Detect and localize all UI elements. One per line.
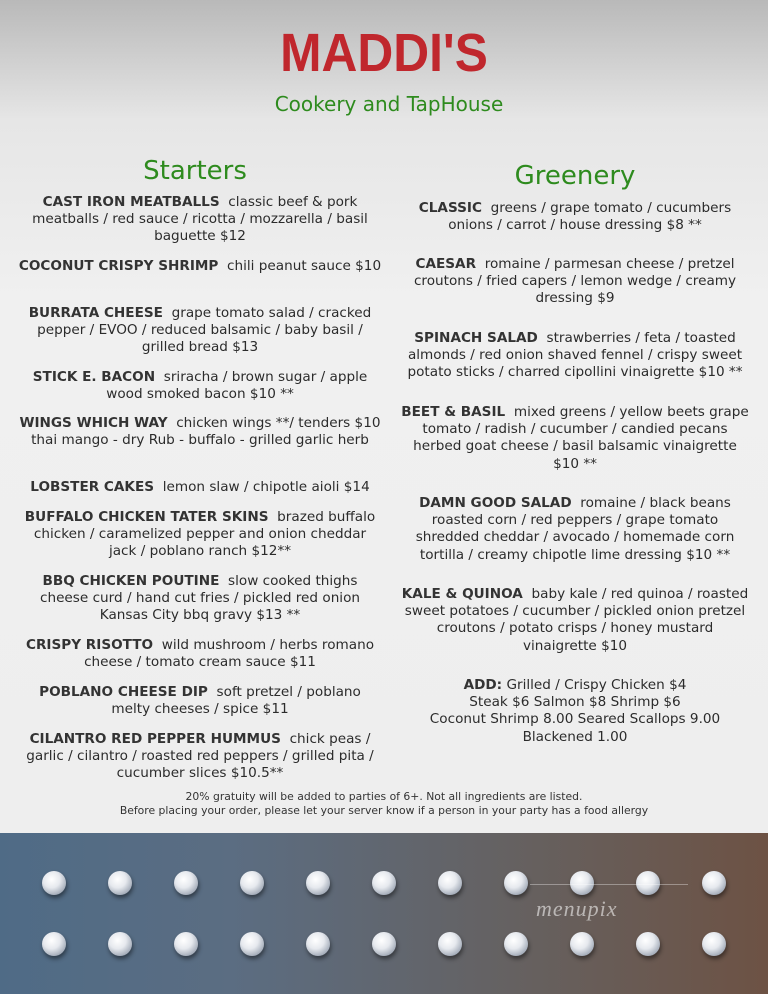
item-desc: baby kale / red quinoa / roasted sweet potatoes / cucumber / pickled onion pretzel croutons / potato crisps / honey mustard vinaigrette $10 xyxy=(404,586,749,654)
menu-item xyxy=(18,258,382,275)
menu-item xyxy=(18,194,382,246)
stud-dot xyxy=(174,871,198,895)
stud-dot xyxy=(702,871,726,895)
menu-item xyxy=(400,404,750,473)
item-desc: lemon slaw / chipotle aioli $14 xyxy=(162,479,370,495)
stud-dot xyxy=(372,932,396,956)
stud-dot xyxy=(570,932,594,956)
item-name: BURRATA CHEESE xyxy=(28,305,163,321)
restaurant-tagline: Cookery and TapHouse xyxy=(274,92,504,116)
add-ons xyxy=(400,677,750,746)
menu-item xyxy=(18,509,382,561)
stud-dot xyxy=(306,871,330,895)
item-name: LOBSTER CAKES xyxy=(30,479,155,495)
item-desc: sriracha / brown sugar / apple wood smoked bacon $10 ** xyxy=(106,369,368,403)
item-name: CLASSIC xyxy=(418,200,482,216)
menu-item xyxy=(18,573,382,625)
item-desc: grape tomato salad / cracked pepper / EVOO / reduced balsamic / baby basil / grilled bread $13 xyxy=(37,305,372,356)
item-name: SPINACH SALAD xyxy=(414,330,538,346)
item-name: BUFFALO CHICKEN TATER SKINS xyxy=(24,509,269,525)
stud-dot xyxy=(636,871,660,895)
menu-item xyxy=(18,637,382,671)
stud-dot xyxy=(504,871,528,895)
item-desc: soft pretzel / poblano melty cheeses / spice $11 xyxy=(111,684,361,718)
menu-item xyxy=(18,369,382,403)
menu-item xyxy=(400,330,750,382)
menu-item xyxy=(400,200,750,234)
add-line: Blackened 1.00 xyxy=(522,728,628,745)
menu-item xyxy=(400,256,750,308)
item-name: POBLANO CHEESE DIP xyxy=(39,684,208,700)
item-desc: romaine / parmesan cheese / pretzel croutons / fried capers / lemon wedge / creamy dressing $9 xyxy=(413,256,737,307)
item-name: CILANTRO RED PEPPER HUMMUS xyxy=(29,731,281,747)
decorative-band xyxy=(0,833,768,994)
menu-item xyxy=(18,415,382,449)
item-name: CRISPY RISOTTO xyxy=(25,637,154,653)
item-desc: mixed greens / yellow beets grape tomato / radish / cucumber / candied pecans herbed goat cheese / basil balsamic vinaigrette $10 ** xyxy=(413,404,749,472)
item-name: BBQ CHICKEN POUTINE xyxy=(42,573,220,589)
greenery-title: Greenery xyxy=(514,161,636,191)
item-desc: brazed buffalo chicken / caramelized pepper and onion cheddar jack / poblano ranch $12** xyxy=(33,509,376,560)
item-name: WINGS WHICH WAY xyxy=(19,415,168,431)
add-label: ADD: xyxy=(463,677,503,693)
stud-dot xyxy=(174,932,198,956)
item-desc: romaine / black beans roasted corn / red peppers / grape tomato shredded cheddar / avocado / homemade corn tortilla / creamy chipotle lime dressing $10 ** xyxy=(415,495,735,563)
stud-dot xyxy=(372,871,396,895)
stud-dot xyxy=(240,871,264,895)
add-line: Grilled / Crispy Chicken $4 xyxy=(506,677,687,693)
stud-dot xyxy=(42,871,66,895)
menu-item xyxy=(18,731,382,783)
item-desc: chili peanut sauce $10 xyxy=(227,258,382,274)
item-name: CAESAR xyxy=(415,256,477,272)
stud-dot xyxy=(570,871,594,895)
item-name: DAMN GOOD SALAD xyxy=(419,495,572,511)
item-name: STICK E. BACON xyxy=(32,369,156,385)
stud-dot xyxy=(108,871,132,895)
menu-item xyxy=(400,495,750,564)
item-name: KALE & QUINOA xyxy=(401,586,523,602)
item-name: COCONUT CRISPY SHRIMP xyxy=(18,258,219,274)
watermark-rule xyxy=(530,884,688,885)
stud-dot xyxy=(108,932,132,956)
starters-title: Starters xyxy=(143,156,247,186)
menu-item xyxy=(18,684,382,718)
watermark-logo: menupix xyxy=(536,896,618,921)
restaurant-name: MADDI'S xyxy=(280,23,488,83)
item-desc: strawberries / feta / toasted almonds / red onion shaved fennel / crispy sweet potato sticks / charred cipollini vinaigrette $10 ** xyxy=(407,330,743,381)
stud-dot xyxy=(438,932,462,956)
item-desc: wild mushroom / herbs romano cheese / tomato cream sauce $11 xyxy=(84,637,375,671)
stud-dot xyxy=(636,932,660,956)
stud-dot xyxy=(42,932,66,956)
menu-item xyxy=(18,479,382,496)
item-options: thai mango - dry Rub - buffalo - grilled garlic herb xyxy=(31,432,369,449)
stud-dot xyxy=(702,932,726,956)
item-name: CAST IRON MEATBALLS xyxy=(42,194,220,210)
stud-dot xyxy=(240,932,264,956)
starters-list xyxy=(18,0,382,833)
item-name: BEET & BASIL xyxy=(401,404,506,420)
allergy-note: Before placing your order, please let your server know if a person in your party has a food allergy xyxy=(119,804,649,817)
item-desc: greens / grape tomato / cucumbers onions / carrot / house dressing $8 ** xyxy=(448,200,732,234)
menu-item xyxy=(400,586,750,655)
item-desc: chicken wings **/ tenders $10 xyxy=(176,415,381,431)
stud-dot xyxy=(504,932,528,956)
stud-dot xyxy=(438,871,462,895)
stud-dot xyxy=(306,932,330,956)
menu-item xyxy=(18,305,382,357)
item-desc: slow cooked thighs cheese curd / hand cut fries / pickled red onion Kansas City bbq gravy $13 ** xyxy=(39,573,361,624)
greenery-list xyxy=(400,0,750,833)
item-desc: classic beef & pork meatballs / red sauce / ricotta / mozzarella / basil baguette $12 xyxy=(32,194,368,245)
add-line: Steak $6 Salmon $8 Shrimp $6 xyxy=(469,694,681,711)
add-line: Coconut Shrimp 8.00 Seared Scallops 9.00 xyxy=(429,711,721,728)
gratuity-note: 20% gratuity will be added to parties of 6+. Not all ingredients are listed. xyxy=(185,790,583,803)
item-desc: chick peas / garlic / cilantro / roasted red peppers / grilled pita / cucumber slices $10.5** xyxy=(26,731,374,782)
